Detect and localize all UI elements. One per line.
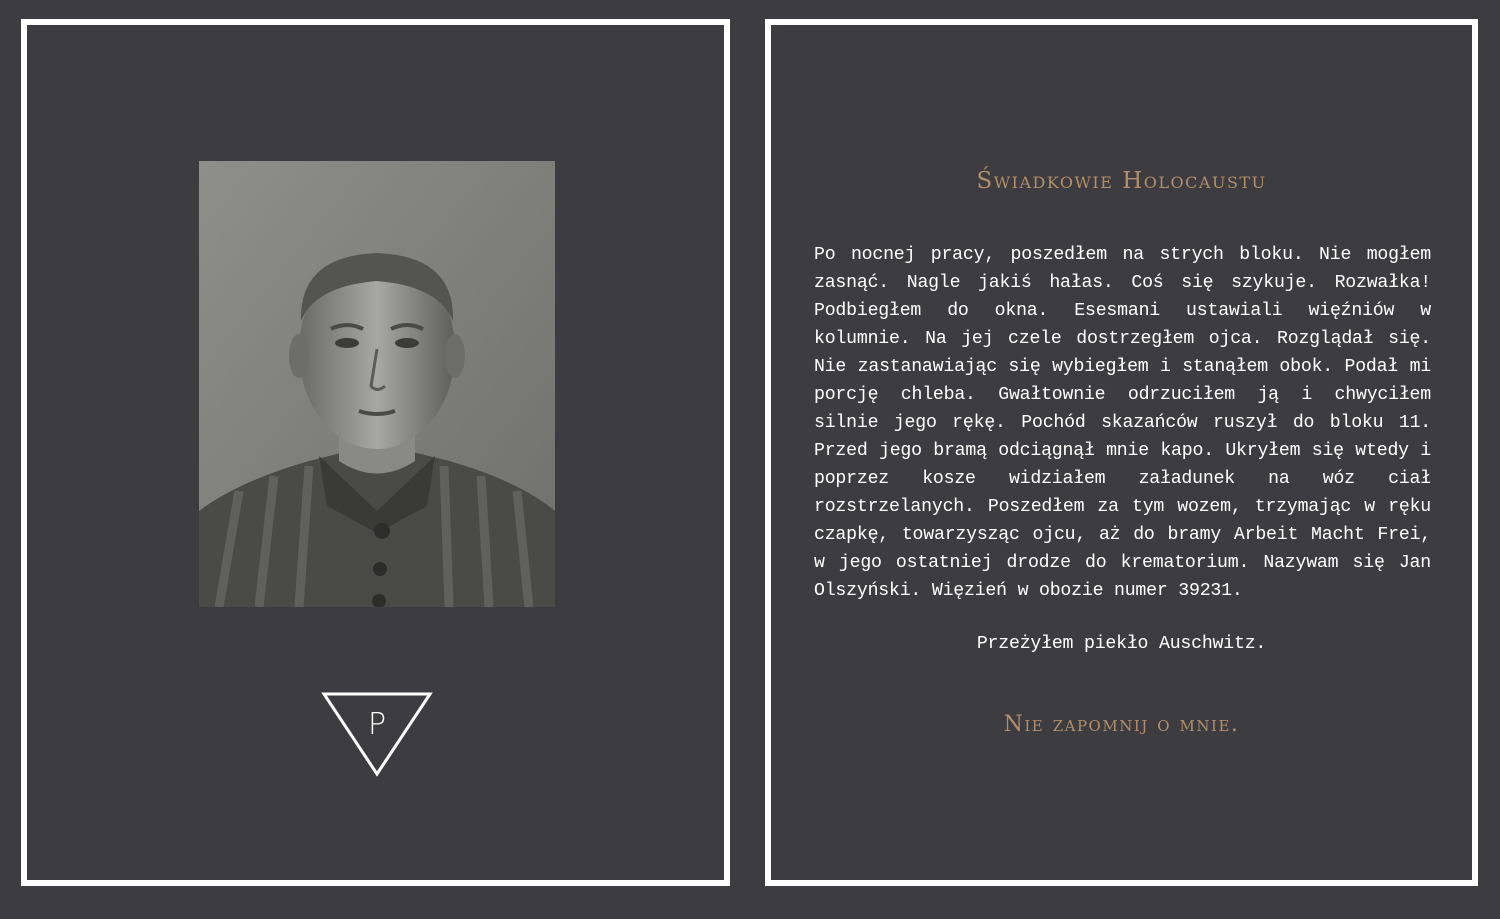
badge-letter: P (367, 707, 387, 742)
right-card (765, 19, 1478, 886)
inverted-triangle-badge-icon (321, 691, 433, 777)
badge (321, 691, 433, 777)
left-card (21, 19, 730, 886)
remember-me-statement: Nie zapomnij o mnie. (1003, 712, 1240, 737)
prisoner-portrait-photo (199, 161, 555, 607)
survived-statement: Przeżyłem piekło Auschwitz. (976, 634, 1267, 654)
prisoner-portrait-icon (199, 161, 555, 607)
card-title: Świadkowie Holocaustu (976, 168, 1267, 194)
testimony-text: Po nocnej pracy, poszedłem na strych bloku. Nie mogłem zasnąć. Nagle jakiś hałas. Coś się szykuje. Rozwałka! Podbiegłem do okna. Esesmani ustawiali więźniów w kolumnie. Na jej czele dostrzegłem ojca. Rozglądał się. Nie zastanawiając się wybiegłem i stanąłem obok. Podał mi porcję chleba. Gwałtownie odrzuciłem ją i chwyciłem silnie jego rękę. Pochód skazańców ruszył do bloku 11. Przed jego bramą odciągnął mnie kapo. Ukryłem się wtedy i poprzez kosze widziałem załadunek na wóz ciał rozstrzelanych. Poszedłem za tym wozem, trzymając w ręku czapkę, towarzysząc ojcu, aż do bramy Arbeit Macht Frei, w jego ostatniej drodze do krematorium. Nazywam się Jan Olszyński. Więzień w obozie numer 39231. (814, 245, 1431, 601)
